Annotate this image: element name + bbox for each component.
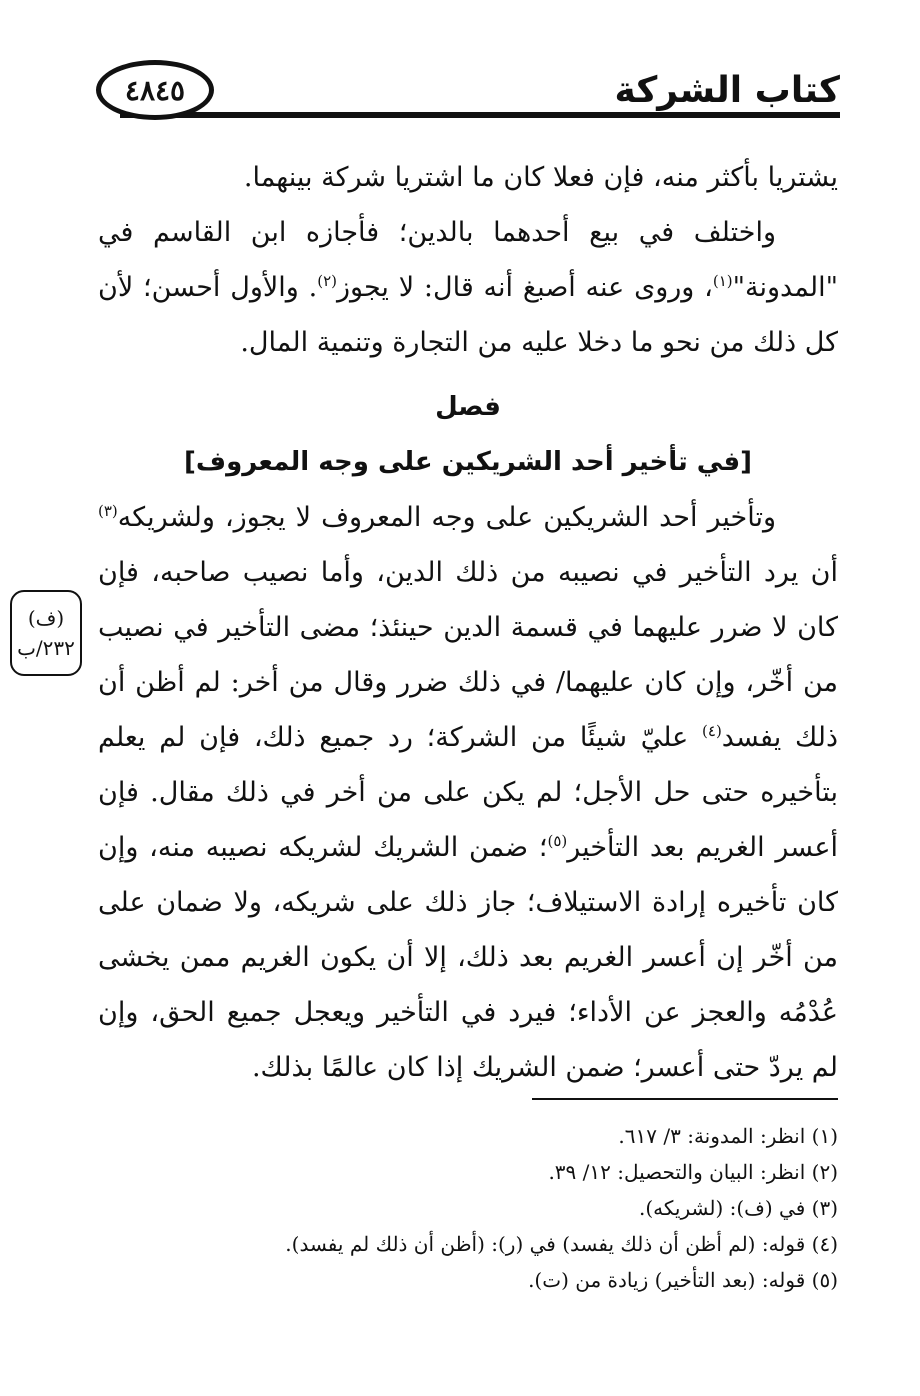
footnote-3: (٣) في (ف): (لشريكه). <box>638 1196 838 1220</box>
paragraph-2 <box>98 205 838 370</box>
paragraph-3-part-b: أن يرد التأخير في نصيبه من ذلك الدين، وأما نصيب صاحبه، فإن كان لا ضرر عليهما في قسمة الدين حينئذ؛ مضى التأخير في نصيب من أخّر، وإن كان عليهما/ في ذلك ضرر وقال من أخر: لم أظن أن ذلك يفسد <box>98 557 838 753</box>
paragraph-2-part-c: . والأول أحسن؛ لأن كل ذلك من نحو ما دخلا عليه من التجارة وتنمية المال. <box>98 272 838 358</box>
footnote-5: (٥) قوله: (بعد التأخير) زيادة من (ت). <box>528 1268 838 1292</box>
footnotes <box>98 1118 838 1298</box>
main-text <box>98 150 838 1095</box>
footnote-ref-4: (٤) <box>702 722 722 740</box>
footnote-separator <box>532 1098 838 1100</box>
paragraph-3-part-c: عليّ شيئًا من الشركة؛ رد جميع ذلك، فإن لم يعلم بتأخيره حتى حل الأجل؛ لم يكن على من أخر في ذلك مقال. فإن أعسر الغريم بعد التأخير <box>98 722 838 863</box>
paragraph-3-part-d: ؛ ضمن الشريك لشريكه نصيبه منه، وإن كان تأخيره إرادة الاستيلاف؛ جاز ذلك على شريكه، ولا ضمان على من أخّر إن أعسر الغريم بعد ذلك، إلا أن يكون الغريم ممن يخشى عُدْمُه والعجز عن الأداء؛ فيرد في التأخير ويعجل جميع الحق، وإن لم يردّ حتى أعسر؛ ضمن الشريك إذا كان عالمًا بذلك. <box>98 832 838 1083</box>
paragraph-2-part-a: واختلف في بيع أحدهما بالدين؛ فأجازه ابن القاسم في "المدونة" <box>98 217 838 303</box>
footnote-ref-1: (١) <box>712 272 733 290</box>
margin-note-line-2: ٢٣٢/ب <box>17 636 75 660</box>
running-title: كتاب الشركة <box>614 70 840 111</box>
footnote-ref-3: (٣) <box>98 502 118 520</box>
footnote-1: (١) انظر: المدونة: ٣/ ٦١٧. <box>618 1124 838 1148</box>
header-rule <box>120 112 840 118</box>
page-number: ٤٨٤٥ <box>96 60 214 120</box>
paragraph-3-part-a: وتأخير أحد الشريكين على وجه المعروف لا يجوز، ولشريكه <box>117 502 776 533</box>
topic-heading: [في تأخير أحد الشريكين على وجه المعروف] <box>184 447 752 477</box>
manuscript-margin-note <box>10 590 82 676</box>
page-header <box>0 0 920 140</box>
footnote-ref-2: (٢) <box>317 272 337 290</box>
paragraph-2-part-b: ، وروى عنه أصبغ أنه قال: لا يجوز <box>336 272 713 303</box>
footnote-4: (٤) قوله: (لم أظن أن ذلك يفسد) في (ر): (أظن أن ذلك لم يفسد). <box>285 1232 838 1256</box>
footnote-2: (٢) انظر: البيان والتحصيل: ١٢/ ٣٩. <box>548 1160 838 1184</box>
paragraph-3 <box>98 490 838 1095</box>
paragraph-1: يشتريا بأكثر منه، فإن فعلا كان ما اشتريا شركة بينهما. <box>243 162 838 193</box>
section-heading: فصل <box>435 392 501 422</box>
footnote-ref-5: (٥) <box>547 832 568 850</box>
margin-note-line-1: (ف) <box>27 606 65 630</box>
